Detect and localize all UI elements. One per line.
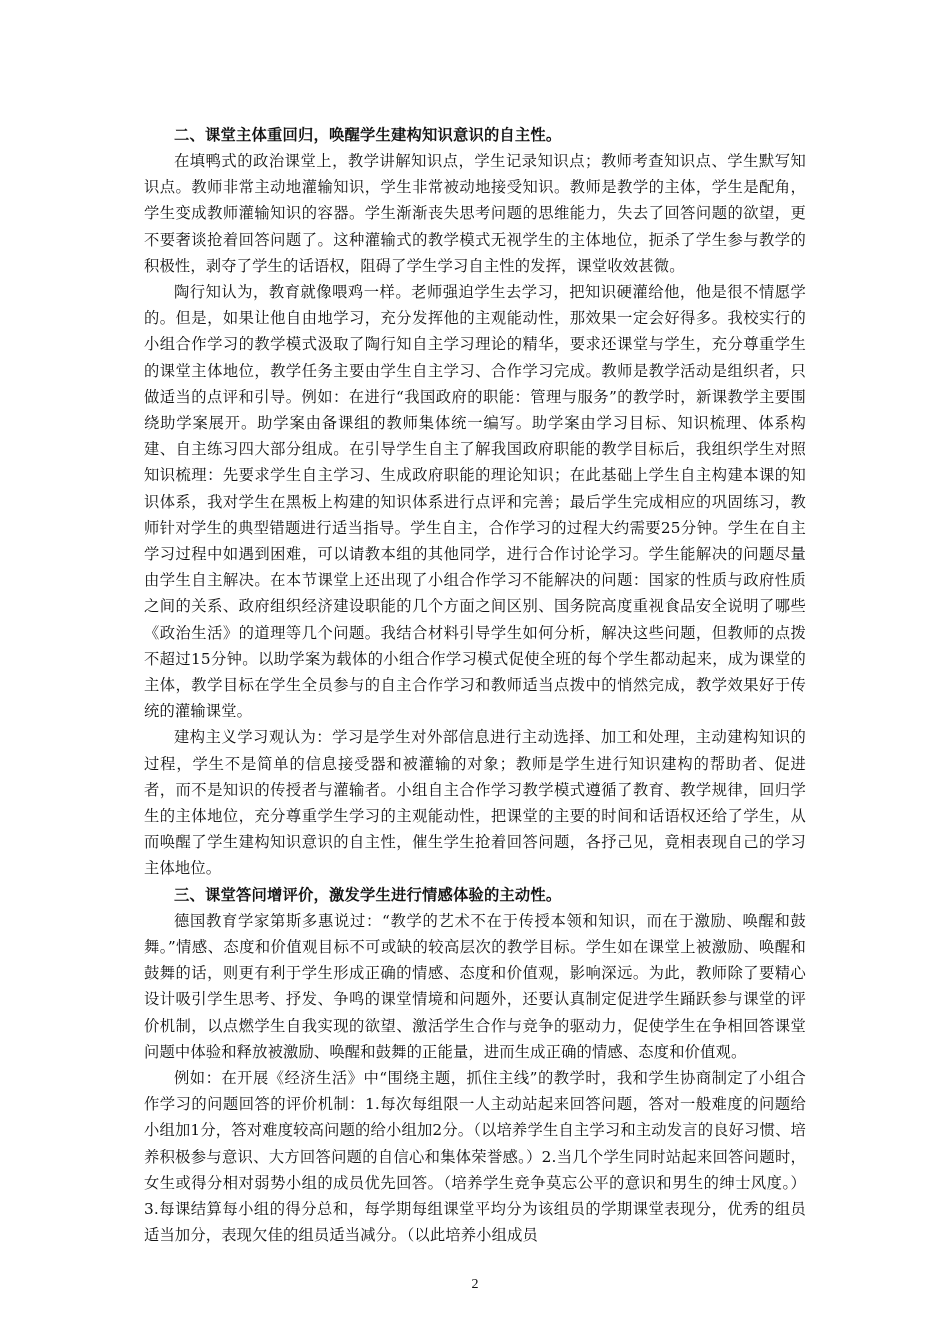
section-heading-2: 二、课堂主体重回归，唤醒学生建构知识意识的自主性。 <box>174 126 562 144</box>
section-heading-3: 三、课堂答问增评价，激发学生进行情感体验的主动性。 <box>174 885 562 904</box>
paragraph: 陶行知认为，教育就像喂鸡一样。老师强迫学生去学习，把知识硬灌给他，他是很不情愿学的。但是，如果让他自由地学习，充分发挥他的主观能动性，那效果一定会好得多。我校实行的小组合作学习的教学模式汲取了陶行知自主学习理论的精华，要求还课堂与学生，充分尊重学生的课堂主体地位，教学任务主要由学生自主学习、合作学习完成。教师是教学活动是组织者，只做适当的点评和引导。例如：在进行“我国政府的职能：管理与服务”的教学时，新课教学主要围绕助学案展开。助学案由备课组的教师集体统一编写。助学案由学习目标、知识梳理、体系构建、自主练习四大部分组成。在引导学生自主了解我国政府职能的教学目标后，我组织学生对照知识梳理：先要求学生自主学习、生成政府职能的理论知识；在此基础上学生自主构建本课的知识体系，我对学生在黑板上构建的知识体系进行点评和完善；最后学生完成相应的巩固练习，教师针对学生的典型错题进行适当指导。学生自主，合作学习的过程大约需要25分钟。学生在自主学习过程中如遇到困难，可以请教本组的其他同学，进行合作讨论学习。学生能解决的问题尽量由学生自主解决。在本节课堂上还出现了小组合作学习不能解决的问题：国家的性质与政府性质之间的关系、政府组织经济建设职能的几个方面之间区别、国务院高度重视食品安全说明了哪些《政治生活》的道理等几个问题。我结合材料引导学生如何分析，解决这些问题，但教师的点拨不超过15分钟。以助学案为载体的小组合作学习模式促使全班的每个学生都动起来，成为课堂的主体，教学目标在学生全员参与的自主合作学习和教师适当点拨中的悄然完成，教学效果好于传统的灌输课堂。 <box>144 283 806 721</box>
paragraph: 例如：在开展《经济生活》中“围绕主题，抓住主线”的教学时，我和学生协商制定了小组合作学习的问题回答的评价机制：1.每次每组限一人主动站起来回答问题，答对一般难度的问题给小组加1分，答对难度较高问题的给小组加2分。（以培养学生自主学习和主动发言的良好习惯、培养积极参与意识、大方回答问题的自信心和集体荣誉感。）2.当几个学生同时站起来回答问题时，女生或得分相对弱势小组的成员优先回答。（培养学生竞争莫忘公平的意识和男生的绅士风度。）3.每课结算每小组的得分总和，每学期每组课堂平均分为该组员的学期课堂表现分，优秀的组员适当加分，表现欠佳的组员适当减分。（以此培养小组成员 <box>144 1068 806 1245</box>
document-body <box>144 122 806 1248</box>
paragraph: 德国教育学家第斯多惠说过：“教学的艺术不在于传授本领和知识，而在于激励、唤醒和鼓舞。”情感、态度和价值观目标不可或缺的较高层次的教学目标。学生如在课堂上被激励、唤醒和鼓舞的话，则更有利于学生形成正确的情感、态度和价值观，影响深远。为此，教师除了要精心设计吸引学生思考、抒发、争鸣的课堂情境和问题外，还要认真制定促进学生踊跃参与课堂的评价机制，以点燃学生自我实现的欲望、激活学生合作与竞争的驱动力，促使学生在争相回答课堂问题中体验和释放被激励、唤醒和鼓舞的正能量，进而生成正确的情感、态度和价值观。 <box>144 911 806 1061</box>
page-number: 2 <box>471 1277 479 1292</box>
paragraph: 建构主义学习观认为：学习是学生对外部信息进行主动选择、加工和处理，主动建构知识的过程，学生不是简单的信息接受器和被灌输的对象；教师是学生进行知识建构的帮助者、促进者，而不是知识的传授者与灌输者。小组自主合作学习教学模式遵循了教育、教学规律，回归学生的主体地位，充分尊重学生学习的主观能动性，把课堂的主要的时间和话语权还给了学生，从而唤醒了学生建构知识意识的自主性，催生学生抢着回答问题，各抒己见，竟相表现自己的学习主体地位。 <box>144 728 806 878</box>
paragraph: 在填鸭式的政治课堂上，教学讲解知识点，学生记录知识点；教师考查知识点、学生默写知识点。教师非常主动地灌输知识，学生非常被动地接受知识。教师是教学的主体，学生是配角，学生变成教师灌输知识的容器。学生渐渐丧失思考问题的思维能力，失去了回答问题的欲望，更不要奢谈抢着回答问题了。这种灌输式的教学模式无视学生的主体地位，扼杀了学生参与教学的积极性，剥夺了学生的话语权，阻碍了学生学习自主性的发挥，课堂收效甚微。 <box>144 152 806 275</box>
